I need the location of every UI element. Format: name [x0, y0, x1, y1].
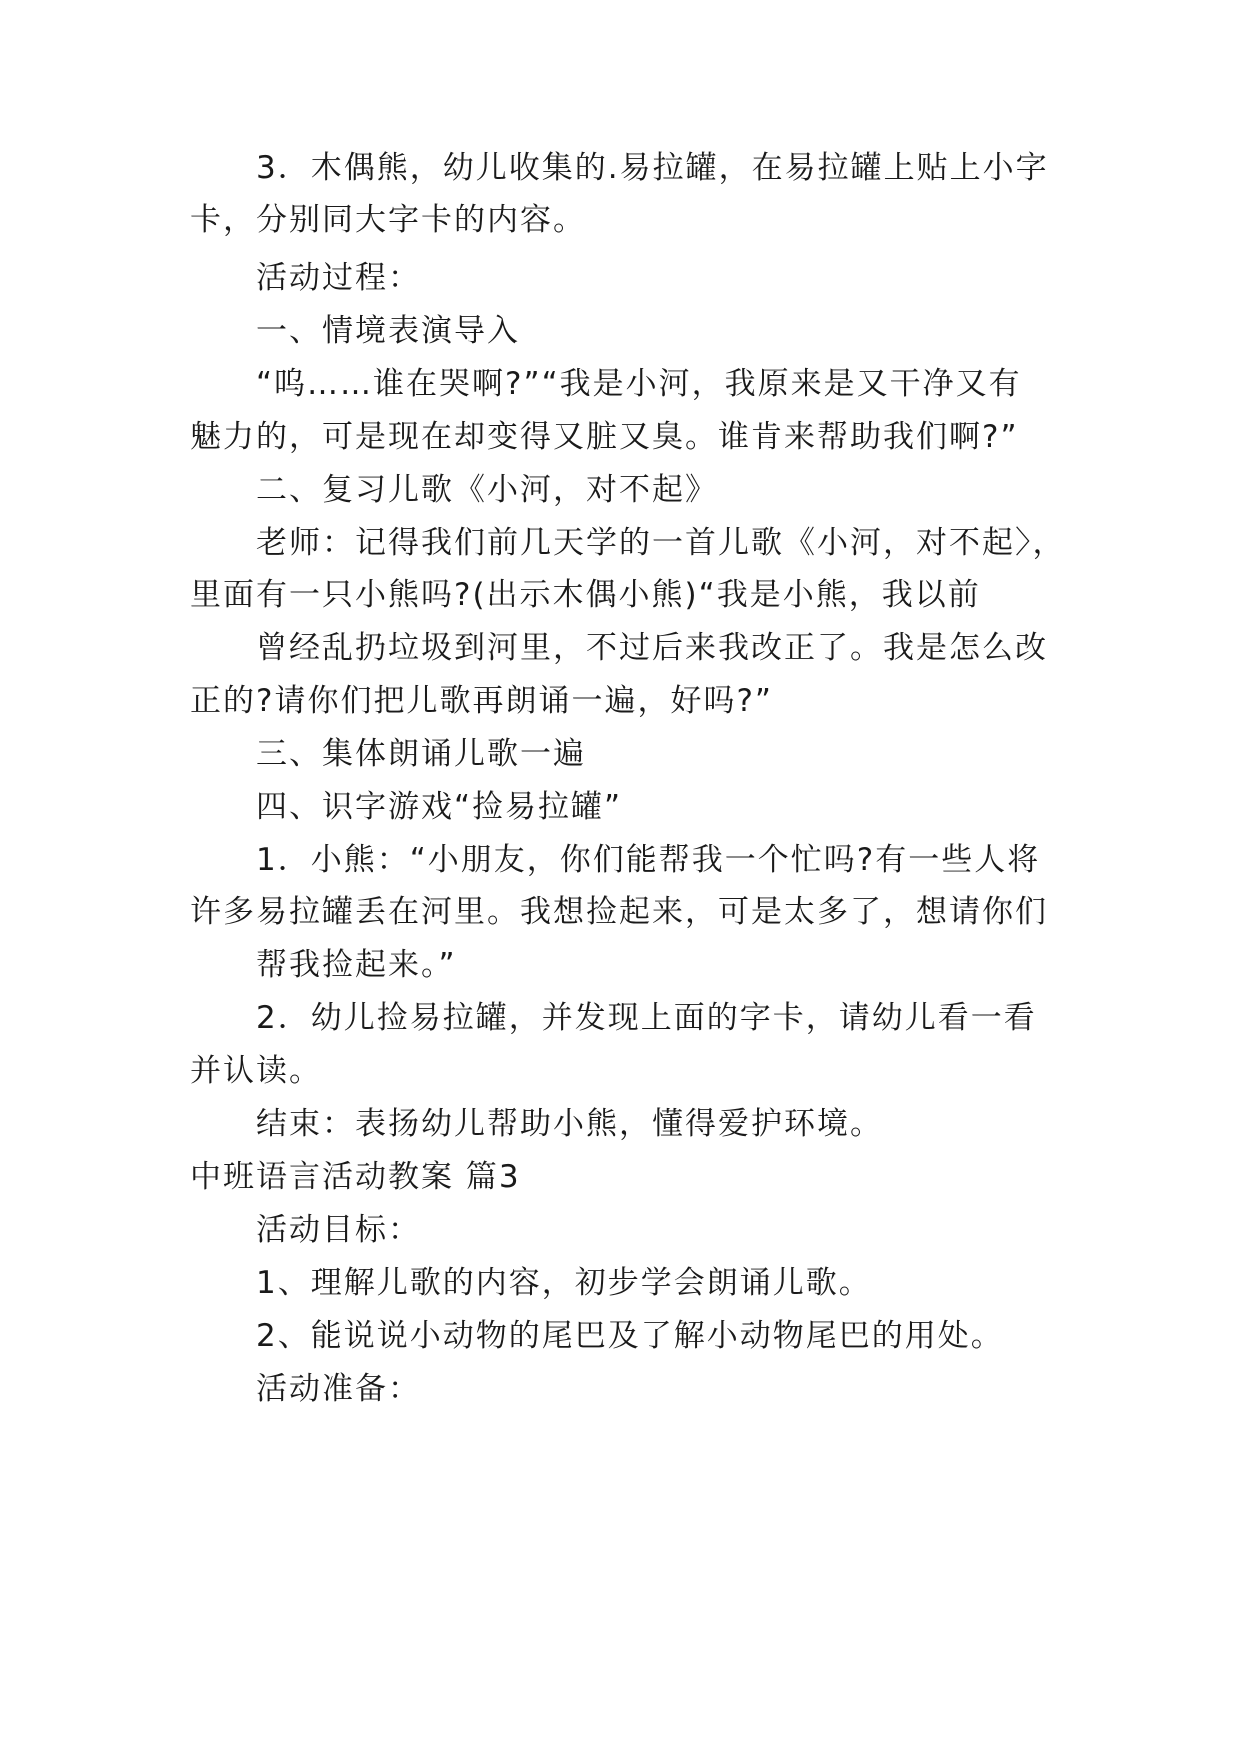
section-heading: 四、识字游戏“捡易拉罐”: [256, 789, 623, 825]
text-line: 1．小熊：“小朋友，你们能帮我一个忙吗?有一些人将: [256, 842, 1041, 878]
text-line: 曾经乱扔垃圾到河里，不过后来我改正了。我是怎么改: [256, 630, 1048, 666]
text-line: 结束：表扬幼儿帮助小熊，懂得爱护环境。: [256, 1106, 883, 1142]
section-heading: 活动准备：: [256, 1371, 421, 1407]
text-line: 1、理解儿歌的内容，初步学会朗诵儿歌。: [256, 1265, 872, 1301]
text-line: 正的?请你们把儿歌再朗诵一遍，好吗?”: [190, 683, 773, 719]
section-heading: 二、复习儿歌《小河，对不起》: [256, 472, 718, 508]
text-line: 许多易拉罐丢在河里。我想捡起来，可是太多了，想请你们: [190, 894, 1048, 930]
text-line: 2、能说说小动物的尾巴及了解小动物尾巴的用处。: [256, 1318, 1004, 1354]
text-line: 3．木偶熊，幼儿收集的.易拉罐，在易拉罐上贴上小字: [256, 150, 1049, 186]
text-line: 卡，分别同大字卡的内容。: [190, 202, 586, 238]
text-line: 魅力的，可是现在却变得又脏又臭。谁肯来帮助我们啊?”: [190, 419, 1019, 455]
text-line: 2．幼儿捡易拉罐，并发现上面的字卡，请幼儿看一看: [256, 1000, 1037, 1036]
section-heading: 活动过程：: [256, 260, 421, 296]
text-line: 里面有一只小熊吗?(出示木偶小熊)“我是小熊，我以前: [190, 577, 981, 613]
text-line: 帮我捡起来。”: [256, 947, 457, 983]
article-title: 中班语言活动教案 篇3: [190, 1159, 521, 1195]
section-heading: 一、情境表演导入: [256, 313, 520, 349]
text-line: 并认读。: [190, 1053, 322, 1089]
section-heading: 活动目标：: [256, 1212, 421, 1248]
section-heading: 三、集体朗诵儿歌一遍: [256, 736, 586, 772]
text-line: 老师：记得我们前几天学的一首儿歌《小河，对不起〉，: [256, 525, 1066, 561]
text-line: “呜……谁在哭啊?”“我是小河，我原来是又干净又有: [256, 366, 1022, 402]
